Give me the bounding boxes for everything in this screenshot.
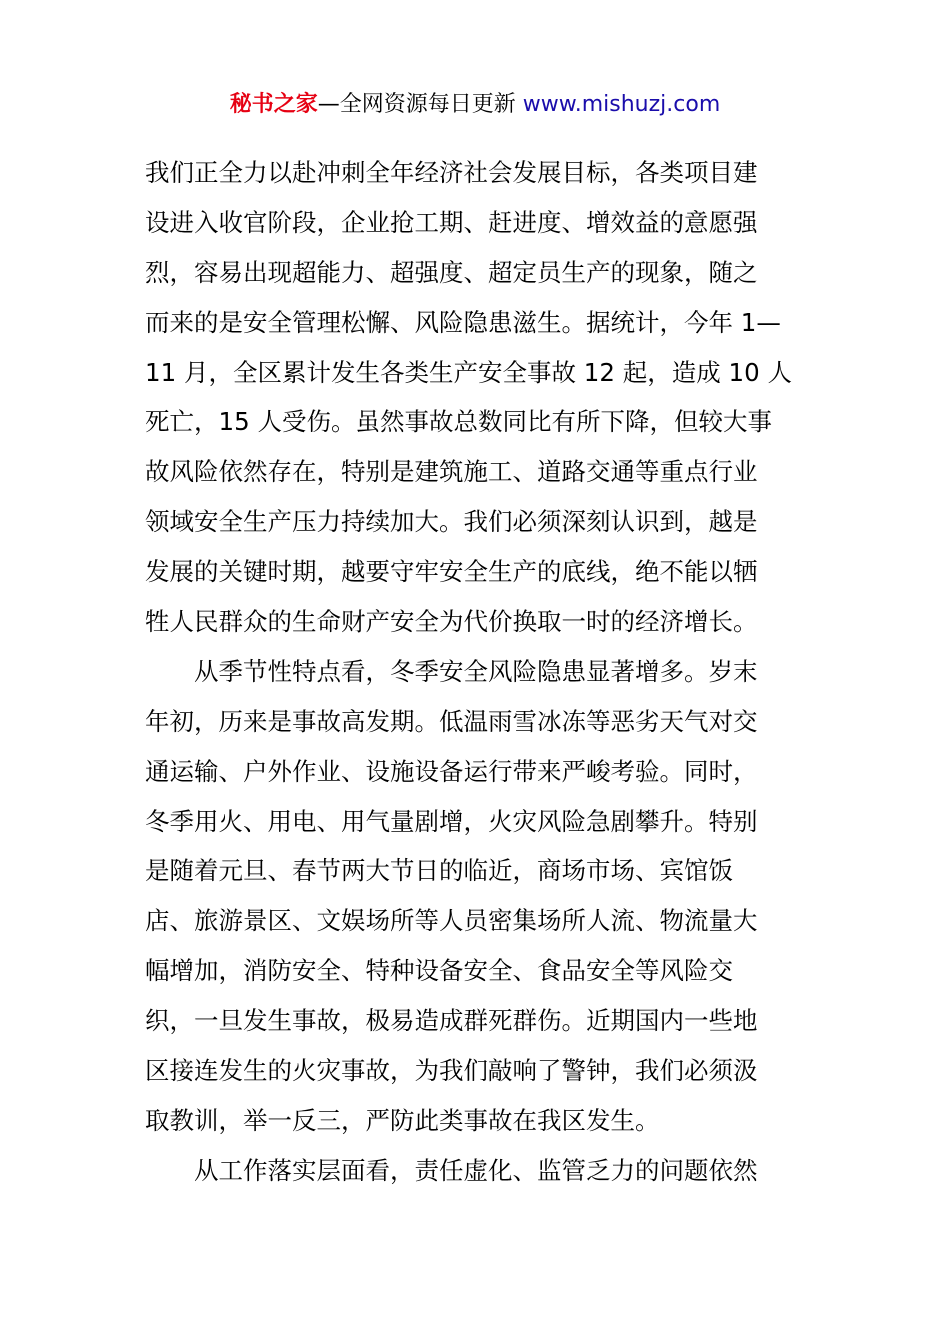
- text-line: 通运输、户外作业、设施设备运行带来严峻考验。同时，: [145, 756, 758, 786]
- paragraph-start-line: 从季节性特点看，冬季安全风险隐患显著增多。岁末: [194, 656, 758, 686]
- site-url-link[interactable]: www.mishuzj.com: [522, 92, 721, 117]
- text-line: 取教训，举一反三，严防此类事故在我区发生。: [145, 1105, 660, 1135]
- text-line: 设进入收官阶段，企业抢工期、赶进度、增效益的意愿强: [145, 207, 758, 237]
- text-line: 店、旅游景区、文娱场所等人员密集场所人流、物流量大: [145, 906, 758, 936]
- text-line: 我们正全力以赴冲刺全年经济社会发展目标，各类项目建: [145, 158, 758, 187]
- text-line: 牲人民群众的生命财产安全为代价换取一时的经济增长。: [145, 607, 758, 637]
- text-line: 死亡，15 人受伤。虽然事故总数同比有所下降，但较大事: [145, 407, 772, 437]
- text-line: 区接连发生的火灾事故，为我们敲响了警钟，我们必须汲: [145, 1056, 758, 1086]
- text-line: 是随着元旦、春节两大节日的临近，商场市场、宾馆饭: [145, 856, 733, 886]
- text-line: 领域安全生产压力持续加大。我们必须深刻认识到，越是: [145, 507, 758, 537]
- text-line: 幅增加，消防安全、特种设备安全、食品安全等风险交: [145, 956, 733, 986]
- text-line: 冬季用火、用电、用气量剧增，火灾风险急剧攀升。特别: [145, 806, 758, 836]
- text-line: 年初，历来是事故高发期。低温雨雪冰冻等恶劣天气对交: [145, 706, 758, 736]
- text-line: 11 月，全区累计发生各类生产安全事故 12 起，造成 10 人: [145, 357, 792, 387]
- site-header: [0, 88, 950, 122]
- document-body: [145, 148, 809, 1196]
- text-line: 发展的关键时期，越要守牢安全生产的底线，绝不能以牺: [145, 557, 758, 587]
- site-tagline: —全网资源每日更新: [317, 92, 523, 117]
- paragraph-start-line: 从工作落实层面看，责任虚化、监管乏力的问题依然: [194, 1155, 758, 1185]
- text-line: 故风险依然存在，特别是建筑施工、道路交通等重点行业: [145, 457, 758, 487]
- text-line: 而来的是安全管理松懈、风险隐患滋生。据统计，今年 1—: [145, 307, 781, 337]
- site-brand: 秘书之家: [229, 92, 318, 117]
- text-line: 织，一旦发生事故，极易造成群死群伤。近期国内一些地: [145, 1006, 758, 1036]
- text-line: 烈，容易出现超能力、超强度、超定员生产的现象，随之: [145, 257, 758, 287]
